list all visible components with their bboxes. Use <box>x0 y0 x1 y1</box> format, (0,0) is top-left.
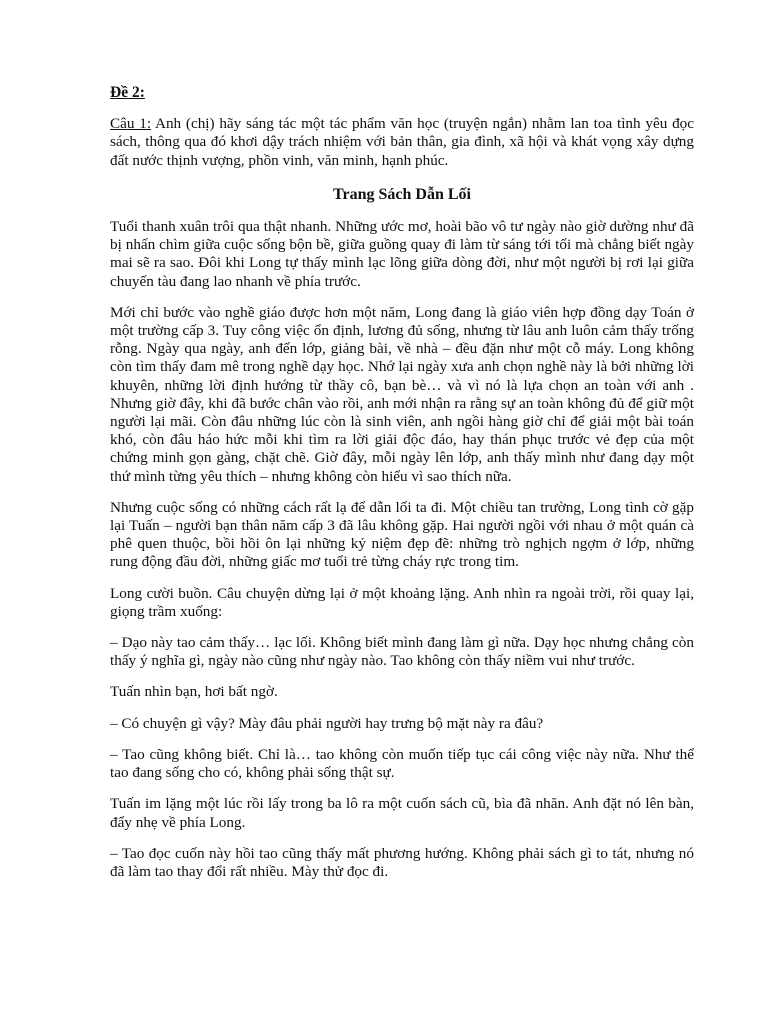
paragraph: – Tao đọc cuốn này hồi tao cũng thấy mất phương hướng. Không phải sách gì to tát, nhưng nó đã làm tao thay đổi rất nhiều. Mày thử đọc đi. <box>110 844 694 880</box>
story-title: Trang Sách Dẫn Lối <box>333 185 471 203</box>
paragraph: Long cười buồn. Câu chuyện dừng lại ở một khoảng lặng. Anh nhìn ra ngoài trời, rồi quay lại, giọng trầm xuống: <box>110 584 694 620</box>
question-prompt <box>110 115 694 170</box>
paragraph: Tuấn im lặng một lúc rồi lấy trong ba lô ra một cuốn sách cũ, bìa đã nhăn. Anh đặt nó lên bàn, đẩy nhẹ về phía Long. <box>110 795 694 831</box>
question-text: Anh (chị) hãy sáng tác một tác phẩm văn học (truyện ngắn) nhằm lan toa tình yêu đọc sách, thông qua đó khơi dậy trách nhiệm với bản thân, gia đình, xã hội và khát vọng xây dựng đất nước thịnh vượng, phồn vinh, văn minh, hạnh phúc. <box>110 115 694 169</box>
paragraph: Tuổi thanh xuân trôi qua thật nhanh. Những ước mơ, hoài bão vô tư ngày nào giờ dường như đã bị nhấn chìm giữa cuộc sống bộn bề, giữa guồng quay đi làm từ sáng tới tối mà chẳng biết ngày mai sẽ ra sao. Đôi khi Long tự thấy mình lạc lõng giữa dòng đời, như một người bị rơi lại giữa chuyến tàu đang lao nhanh về phía trước. <box>110 218 694 290</box>
paragraph: – Có chuyện gì vậy? Mày đâu phải người hay trưng bộ mặt này ra đâu? <box>110 714 544 732</box>
document-page <box>110 84 694 894</box>
paragraph: – Tao cũng không biết. Chỉ là… tao không còn muốn tiếp tục cái công việc này nữa. Như thể tao đang sống cho có, không phải sống thật sự. <box>110 745 694 782</box>
exam-heading: Đề 2: <box>110 84 145 101</box>
paragraph: Nhưng cuộc sống có những cách rất lạ để dẫn lối ta đi. Một chiều tan trường, Long tình cờ gặp lại Tuấn – người bạn thân năm cấp 3 đã lâu không gặp. Hai người ngồi với nhau ở một quán cà phê quen thuộc, bồi hồi ôn lại những kỷ niệm đẹp đẽ: những trò nghịch ngợm ở lớp, những rung động đầu đời, những giấc mơ tuổi trẻ từng cháy rực trong tim. <box>110 498 694 571</box>
paragraph: Mới chỉ bước vào nghề giáo được hơn một năm, Long đang là giáo viên hợp đồng dạy Toán ở một trường cấp 3. Tuy công việc ổn định, lương đủ sống, nhưng từ lâu anh luôn cảm thấy trống rỗng. Ngày qua ngày, anh đến lớp, giảng bài, về nhà – đều đặn như một cỗ máy. Long không còn tìm thấy đam mê trong nghề dạy học. Nhớ lại ngày xưa anh chọn nghề này là bởi những lời khuyên, những lời định hướng từ thầy cô, bạn bè… và vì nó là lựa chọn an toàn với anh . Nhưng giờ đây, khi đã bước chân vào rồi, anh mới nhận ra rằng sự an toàn không đủ để giữ một người lại mãi. Còn đâu những lúc còn là sinh viên, anh ngồi hàng giờ chỉ để giải một bài toán khó, còn đâu háo hức mỗi khi tìm ra lời giải độc đáo, hay thán phục trước vẻ đẹp của một chứng minh gọn gàng, chặt chẽ. Giờ đây, mỗi ngày lên lớp, anh thấy mình như đang dạy một thứ mình từng yêu thích – nhưng không còn hiểu vì sao thích nữa. <box>110 303 694 485</box>
paragraph: Tuấn nhìn bạn, hơi bất ngờ. <box>110 683 278 701</box>
paragraph: – Dạo này tao cảm thấy… lạc lối. Không biết mình đang làm gì nữa. Dạy học nhưng chẳng còn thấy ý nghĩa gì, ngày nào cũng như ngày nào. Tao không còn thấy niềm vui như trước. <box>110 634 694 670</box>
question-label: Câu 1: <box>110 115 152 133</box>
